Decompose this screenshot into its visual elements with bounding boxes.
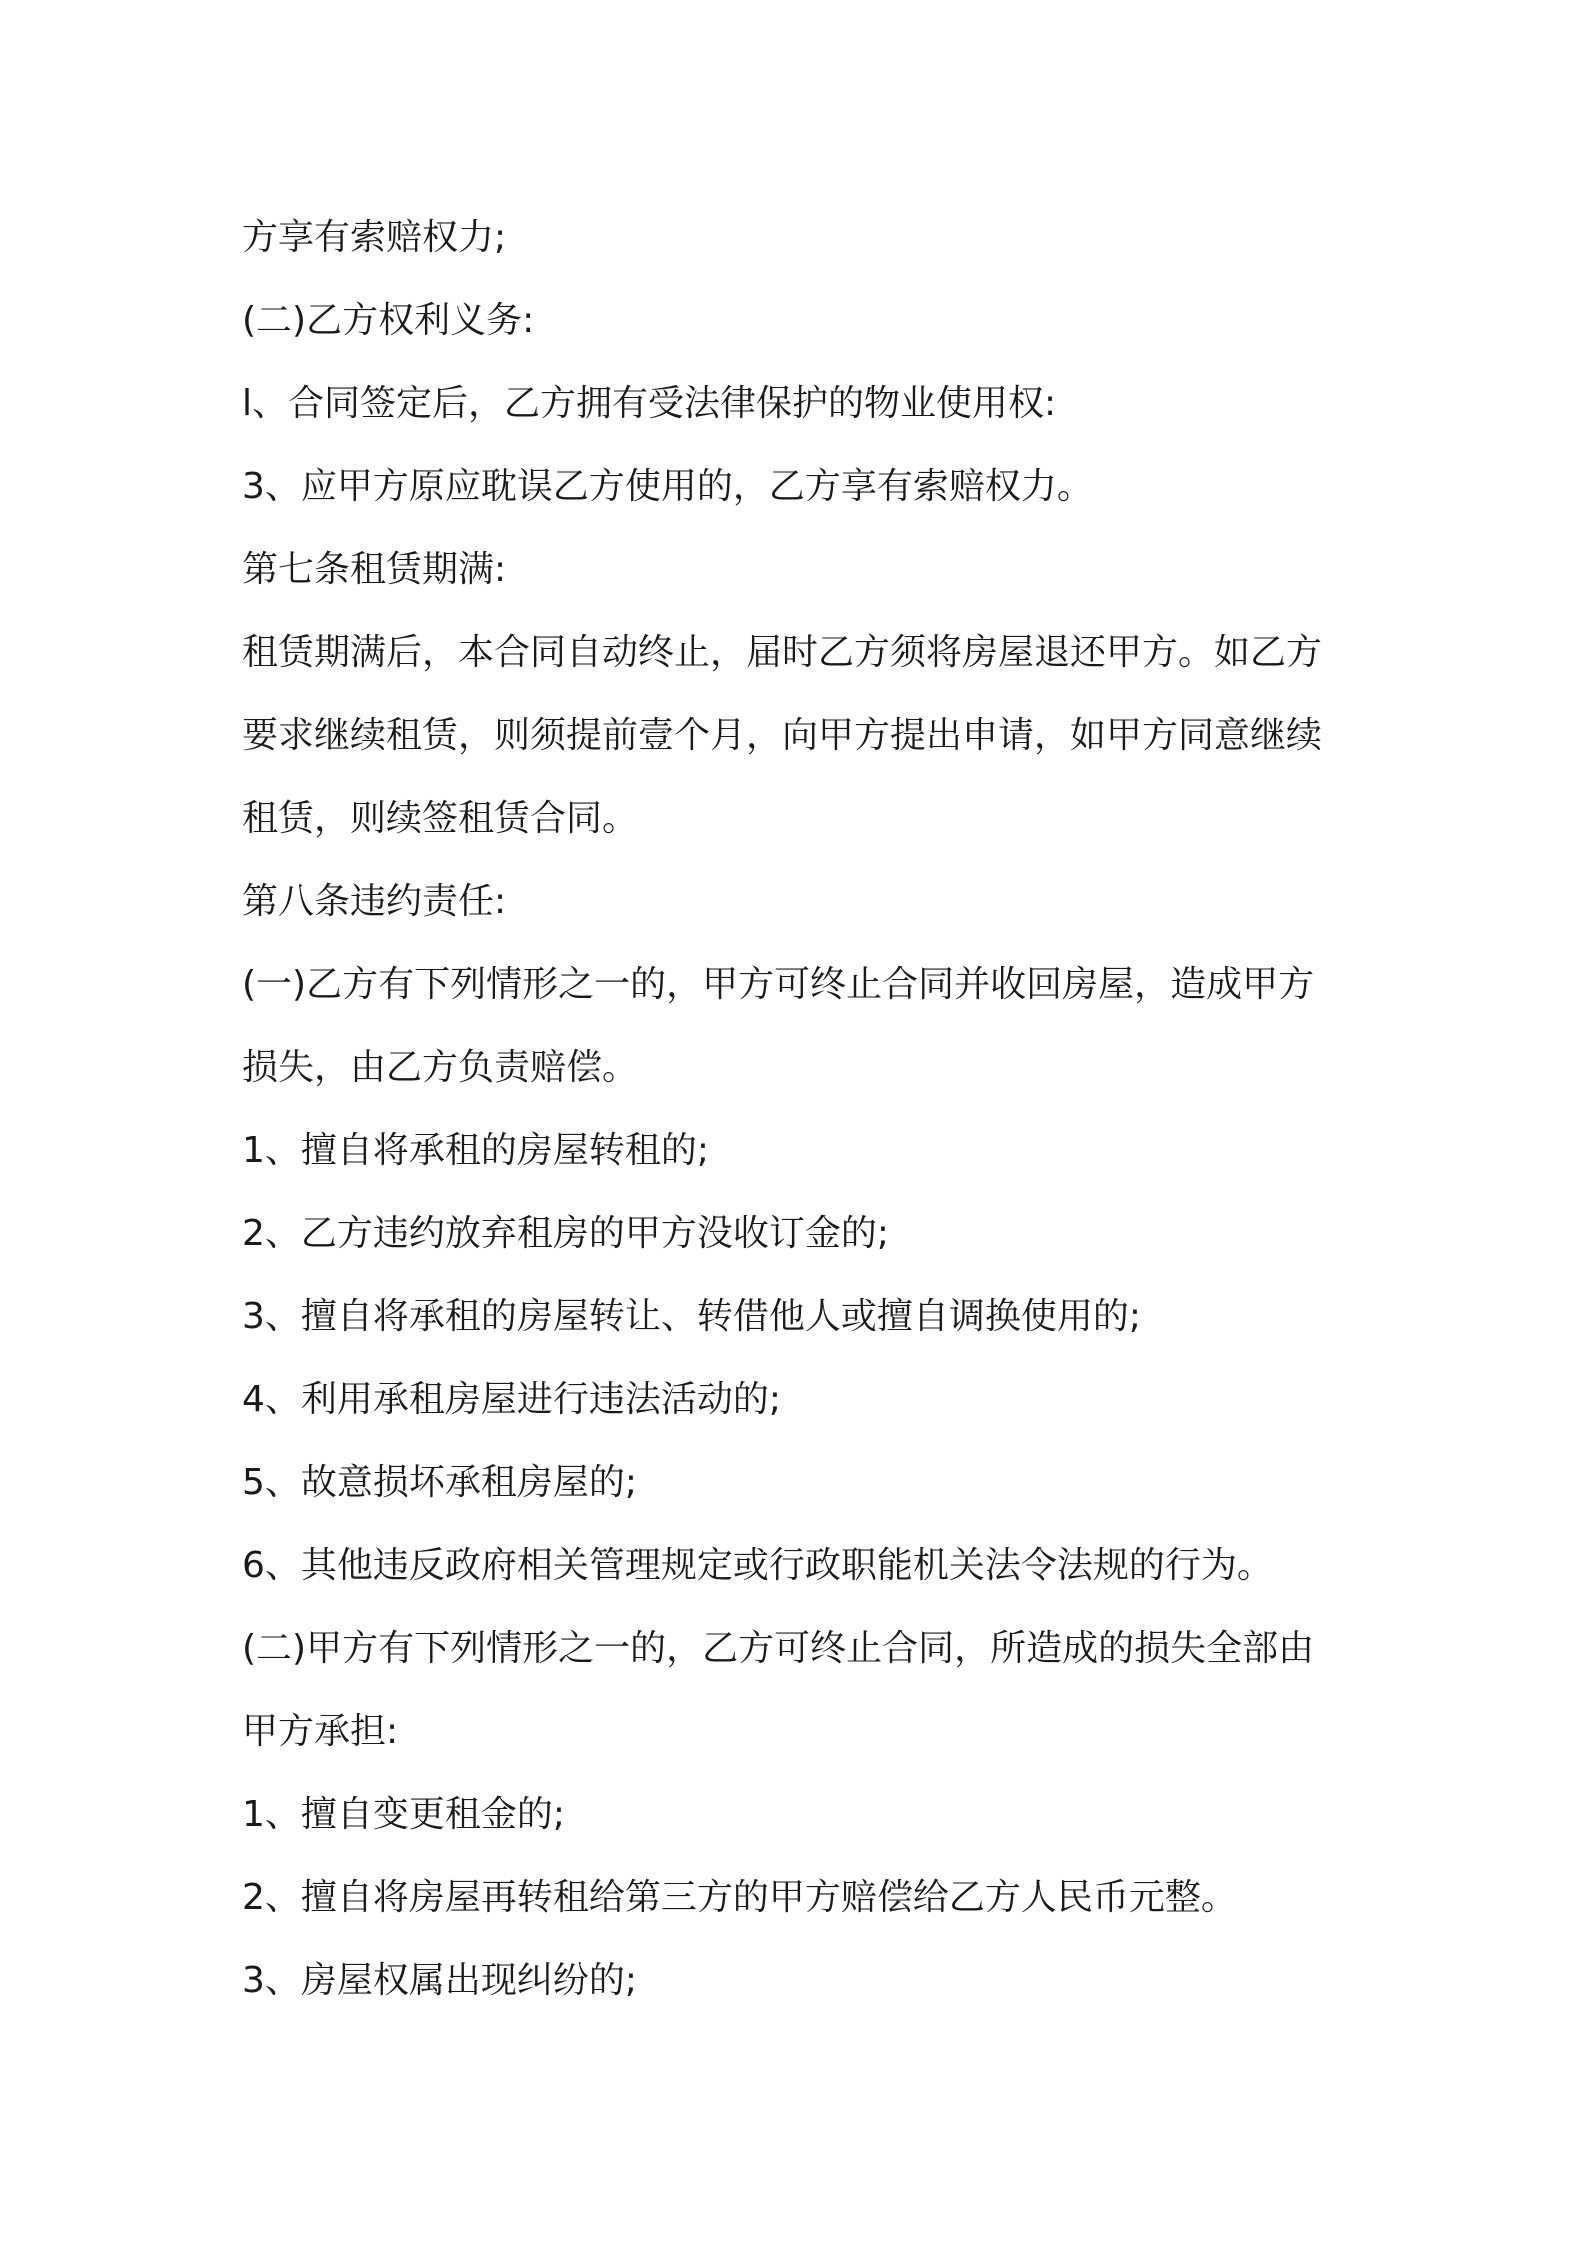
list-item: [242, 1358, 1362, 1441]
article-heading: [242, 860, 1362, 943]
text-line: 第八条违约责任:: [242, 881, 507, 922]
text-line: 2、乙方违约放弃租房的甲方没收订金的;: [242, 1213, 890, 1254]
paragraph: [242, 943, 1362, 1109]
list-item: [242, 1192, 1362, 1275]
text-line: 损失，由乙方负责赔偿。: [242, 1047, 639, 1088]
list-item: [242, 1109, 1362, 1192]
list-item: [242, 1856, 1362, 1939]
list-item: [242, 1441, 1362, 1524]
text-line: (一)乙方有下列情形之一的，甲方可终止合同并收回房屋，造成甲方: [242, 964, 1315, 1005]
text-line: 1、擅自将承租的房屋转租的;: [242, 1130, 710, 1171]
text-line: 6、其他违反政府相关管理规定或行政职能机关法令法规的行为。: [242, 1545, 1273, 1586]
list-item: [242, 1773, 1362, 1856]
text-line: 3、擅自将承租的房屋转让、转借他人或擅自调换使用的;: [242, 1296, 1142, 1337]
list-item: [242, 1275, 1362, 1358]
text-line: 租赁期满后，本合同自动终止，届时乙方须将房屋退还甲方。如乙方: [242, 632, 1323, 673]
text-line: 3、房屋权属出现纠纷的;: [242, 1960, 638, 2001]
document-body: [242, 196, 1362, 2022]
text-line: (二)乙方权利义务:: [242, 300, 535, 341]
paragraph: [242, 611, 1362, 860]
text-line: 租赁，则续签租赁合同。: [242, 798, 639, 839]
text-line: 第七条租赁期满:: [242, 549, 507, 590]
paragraph: [242, 196, 1362, 279]
text-line: 2、擅自将房屋再转租给第三方的甲方赔偿给乙方人民币元整。: [242, 1877, 1237, 1918]
paragraph: [242, 1607, 1362, 1773]
list-item: [242, 1939, 1362, 2022]
text-line: 4、利用承租房屋进行违法活动的;: [242, 1379, 782, 1420]
text-line: 甲方承担:: [242, 1711, 399, 1752]
text-line: l、合同签定后，乙方拥有受法律保护的物业使用权:: [242, 383, 1057, 424]
text-line: 3、应甲方原应耽误乙方使用的，乙方享有索赔权力。: [242, 466, 1093, 507]
text-line: 1、擅自变更租金的;: [242, 1794, 566, 1835]
text-line: 要求继续租赁，则须提前壹个月，向甲方提出申请，如甲方同意继续: [242, 715, 1323, 756]
list-item: [242, 1524, 1362, 1607]
text-line: (二)甲方有下列情形之一的，乙方可终止合同，所造成的损失全部由: [242, 1628, 1315, 1669]
list-item: [242, 362, 1362, 445]
list-item: [242, 445, 1362, 528]
text-line: 方享有索赔权力;: [242, 217, 507, 258]
article-heading: [242, 528, 1362, 611]
text-line: 5、故意损坏承租房屋的;: [242, 1462, 638, 1503]
section-heading: [242, 279, 1362, 362]
